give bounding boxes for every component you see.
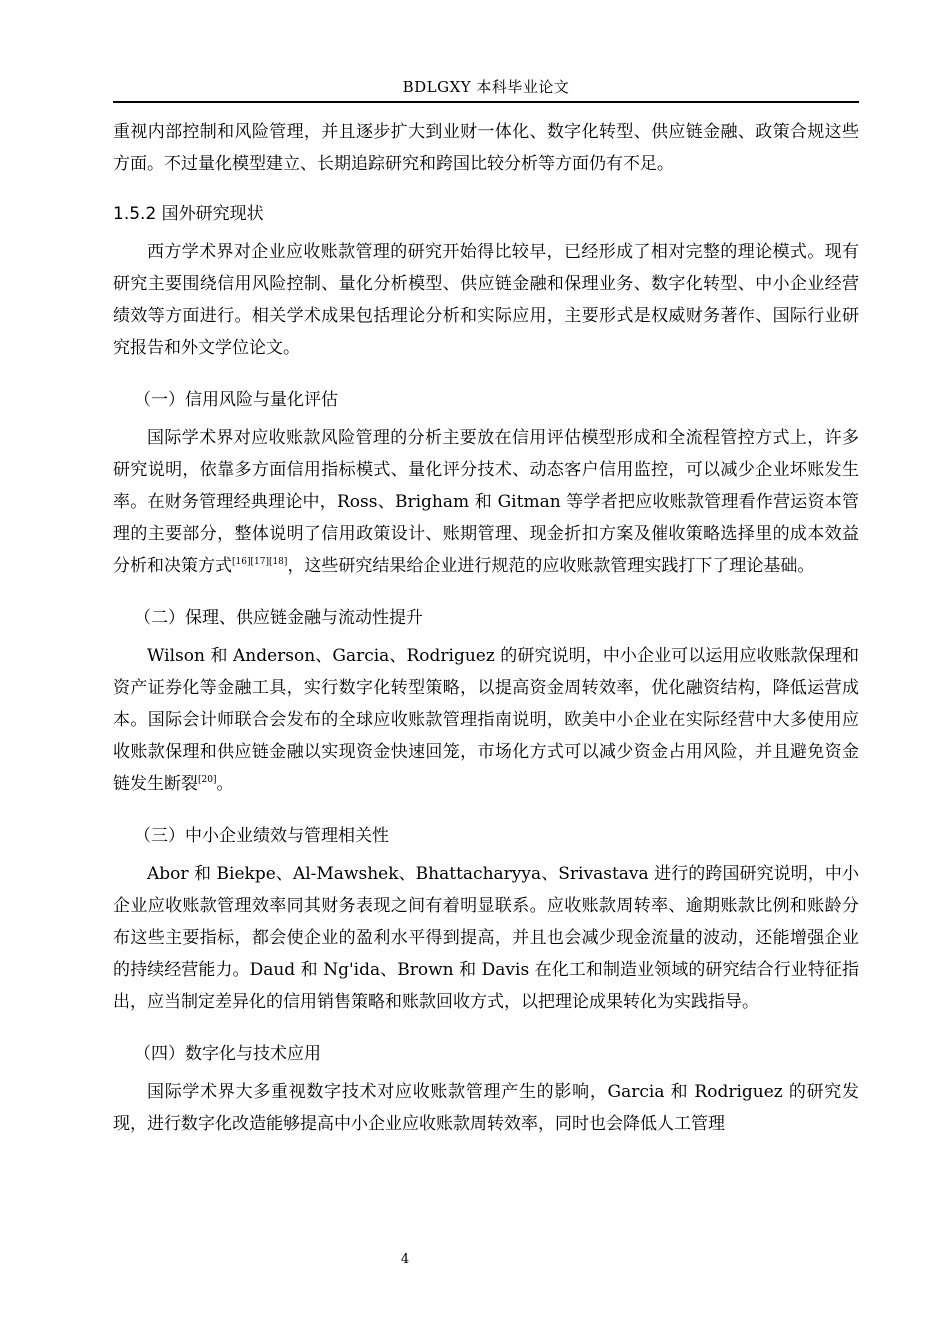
subheading-sme-performance: （三）中小企业绩效与管理相关性: [134, 826, 389, 846]
page-header: BDLGXY 本科毕业论文: [402, 78, 570, 96]
header-rule: [113, 101, 859, 103]
paragraph-text: ，这些研究结果给企业进行规范的应收账款管理实践打下了理论基础。: [287, 556, 815, 576]
paragraph-continued: 重视内部控制和风险管理，并且逐步扩大到业财一体化、数字化转型、供应链金融、政策合规这些方面。不过量化模型建立、长期追踪研究和跨国比较分析等方面仍有不足。: [113, 122, 859, 174]
subheading-factoring: （二）保理、供应链金融与流动性提升: [134, 608, 423, 628]
paragraph-sme-performance: Abor 和 Biekpe、Al-Mawshek、Bhattacharyya、Srivastava 进行的跨国研究说明，中小企业应收账款管理效率同其财务表现之间有着明显联系。应收账款周转率、逾期账款比例和账龄分布这些主要指标，都会使企业的盈利水平得到提高，并且也会减少现金流量的波动，还能增强企业的持续经营能力。Daud 和 Ng'ida、Brown 和 Davis 在化工和制造业领域的研究结合行业特征指出，应当制定差异化的信用销售策略和账款回收方式，以把理论成果转化为实践指导。: [113, 864, 859, 1012]
citation: [20]: [198, 775, 217, 785]
paragraph-digital: 国际学术界大多重视数字技术对应收账款管理产生的影响，Garcia 和 Rodriguez 的研究发现，进行数字化改造能够提高中小企业应收账款周转效率，同时也会降低人工管理: [113, 1082, 859, 1134]
paragraph-text: Wilson 和 Anderson、Garcia、Rodriguez 的研究说明，中小企业可以运用应收账款保理和资产证券化等金融工具，实行数字化转型策略，以提高资金周转效率，优化融资结构，降低运营成本。国际会计师联合会发布的全球应收账款管理指南说明，欧美中小企业在实际经营中大多使用应收账款保理和供应链金融以实现资金快速回笼，市场化方式可以减少资金占用风险，并且避免资金链发生断裂: [113, 646, 859, 794]
document-body: [113, 116, 859, 1140]
paragraph-intro: 西方学术界对企业应收账款管理的研究开始得比较早，已经形成了相对完整的理论模式。现有研究主要围绕信用风险控制、量化分析模型、供应链金融和保理业务、数字化转型、中小企业经营绩效等方面进行。相关学术成果包括理论分析和实际应用，主要形式是权威财务著作、国际行业研究报告和外文学位论文。: [113, 242, 859, 358]
paragraph-text: 国际学术界对应收账款风险管理的分析主要放在信用评估模型形成和全流程管控方式上，许多研究说明，依靠多方面信用指标模式、量化评分技术、动态客户信用监控，可以减少企业坏账发生率。在财务管理经典理论中，Ross、Brigham 和 Gitman 等学者把应收账款管理看作营运资本管理的主要部分，整体说明了信用政策设计、账期管理、现金折扣方案及催收策略选择里的成本效益分析和决策方式: [113, 428, 859, 576]
section-heading: 1.5.2 国外研究现状: [113, 204, 264, 224]
paragraph-factoring: [113, 640, 859, 800]
subheading-digital: （四）数字化与技术应用: [134, 1044, 321, 1064]
page-number: 4: [400, 1252, 410, 1267]
citation: [16][17][18]: [232, 557, 288, 567]
paragraph-credit-risk: [113, 422, 859, 582]
subheading-credit-risk: （一）信用风险与量化评估: [134, 390, 338, 410]
paragraph-text: 。: [216, 774, 234, 794]
